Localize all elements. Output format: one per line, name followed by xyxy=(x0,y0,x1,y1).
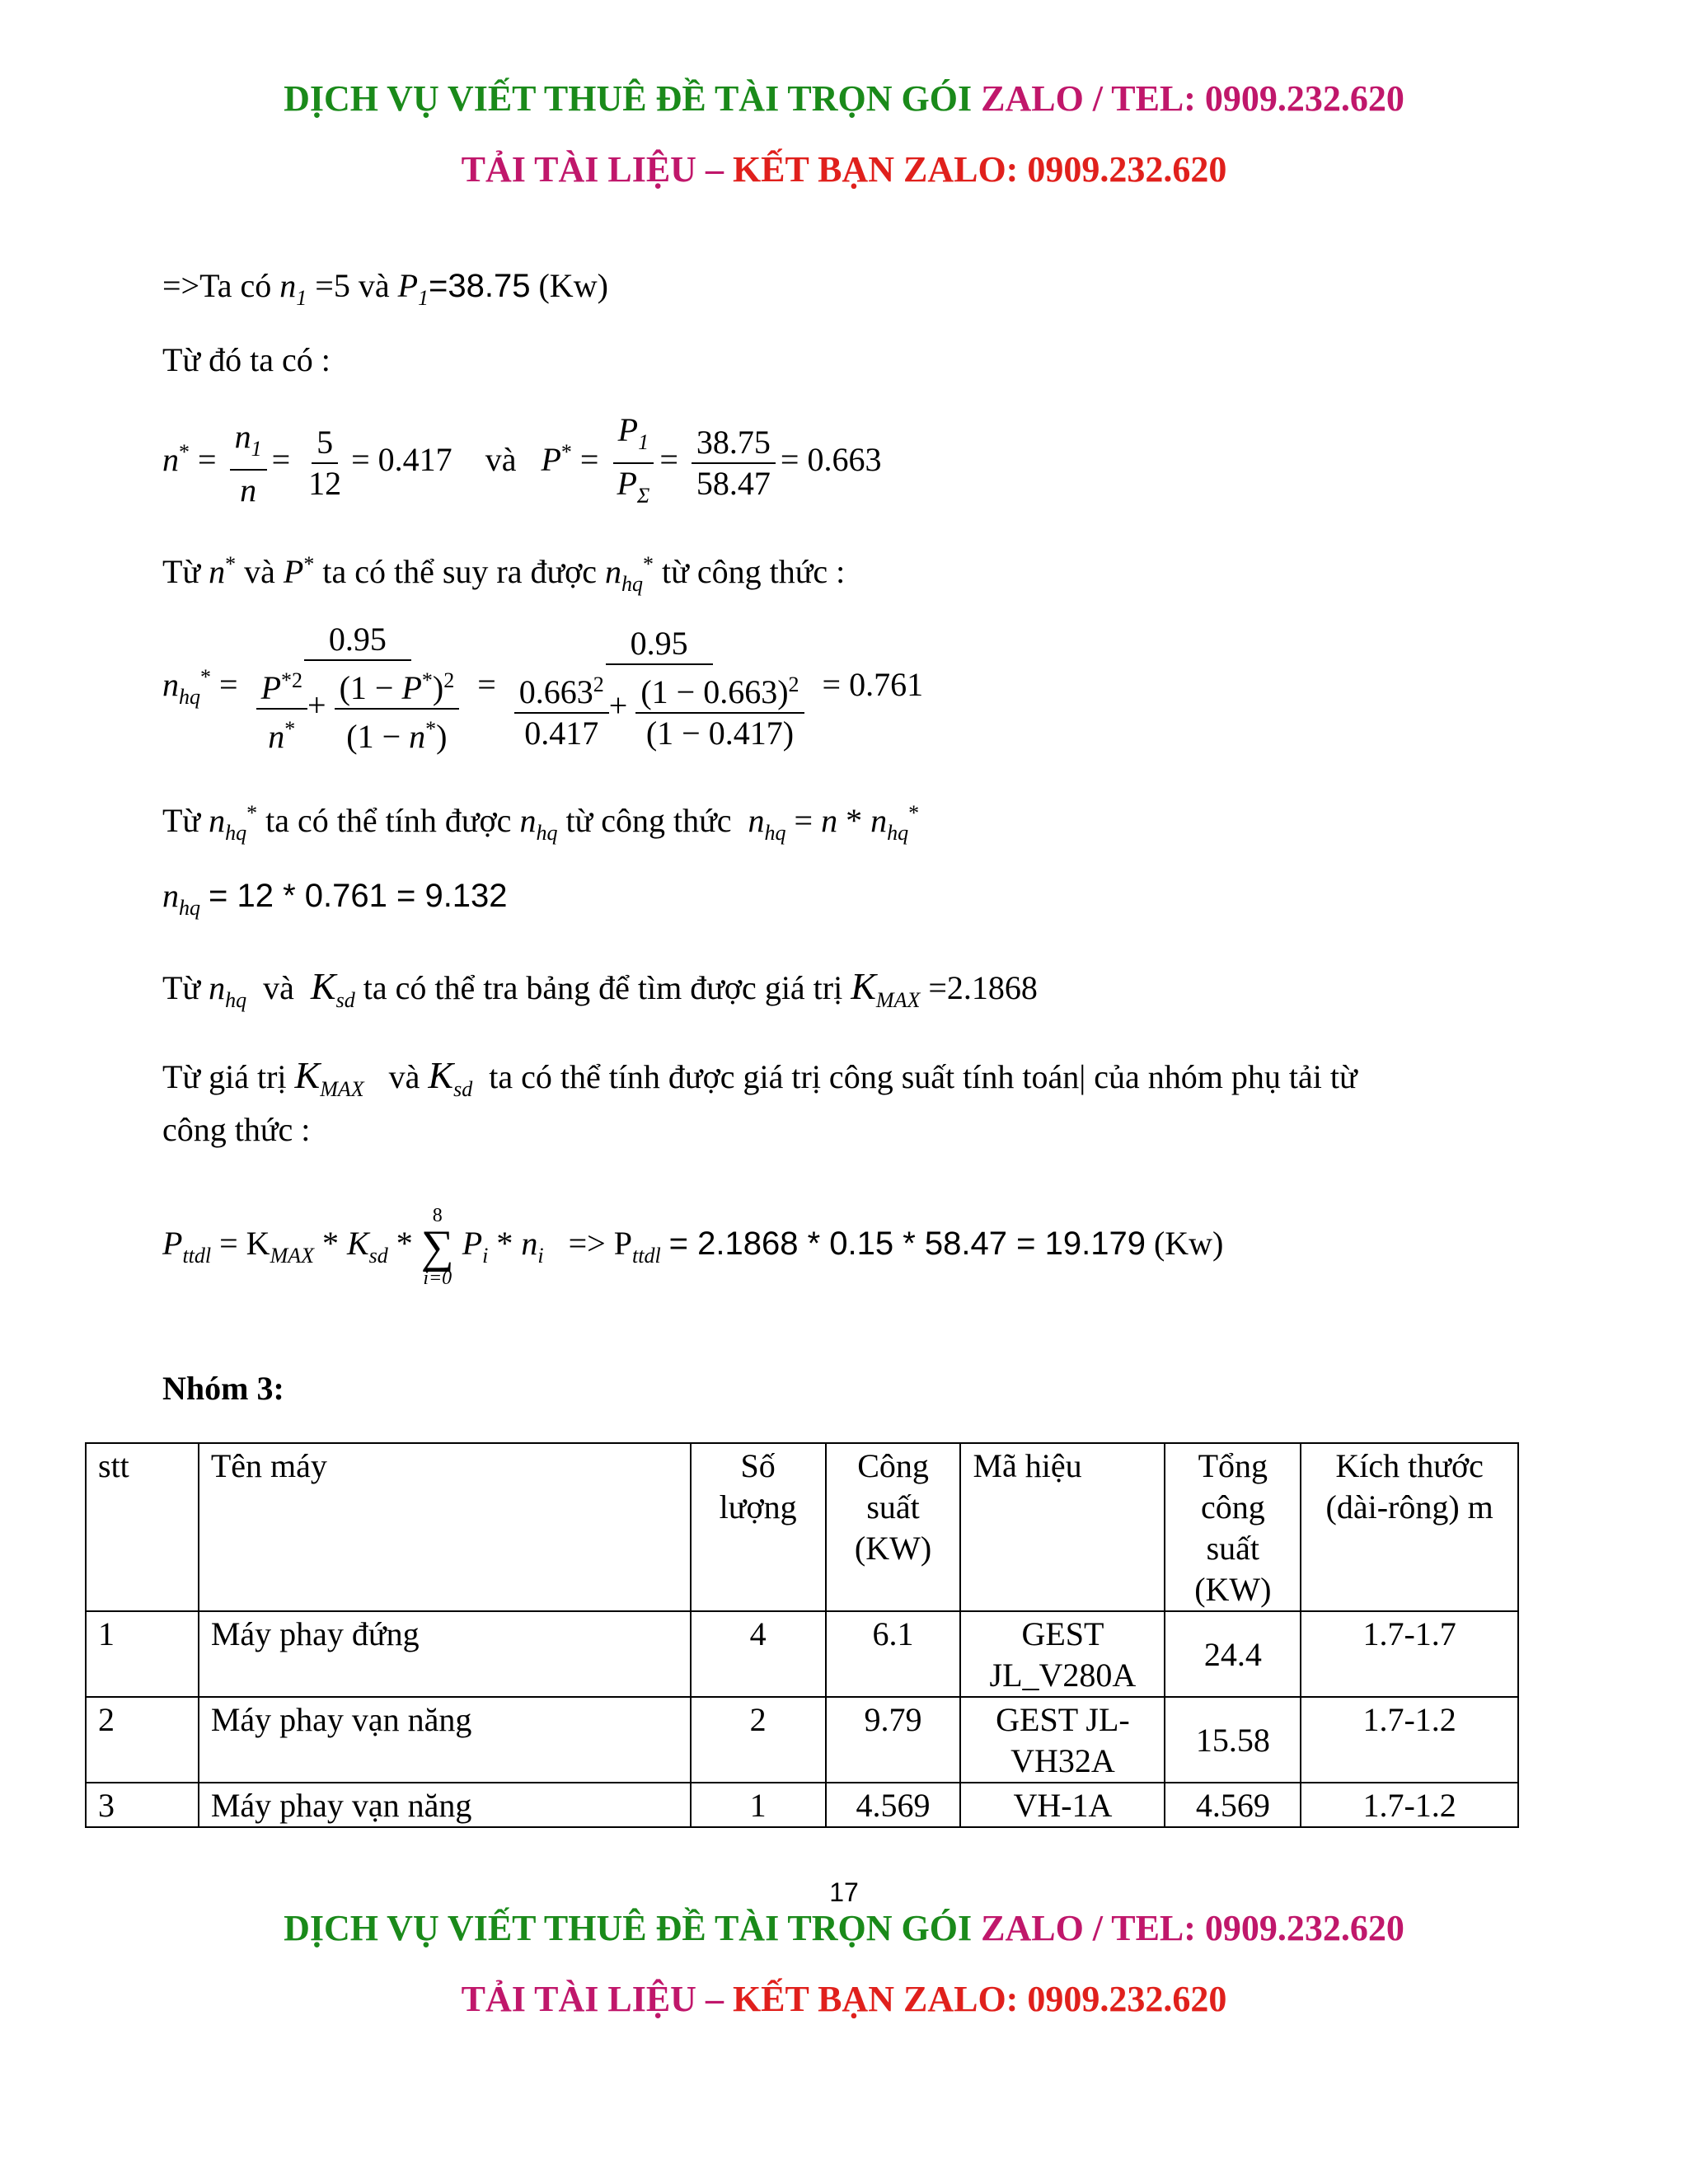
table-row xyxy=(86,1697,1518,1783)
page-number: 17 xyxy=(829,1877,859,1907)
table-cell: 1.7-1.2 xyxy=(1301,1697,1518,1783)
header-ten-may: Tên máy xyxy=(199,1443,691,1611)
header-banner-line1 xyxy=(0,76,1688,122)
line-from-n-p: Từ n* và P* ta có thể suy ra được $n_{hq}^*$ từ công thức : xyxy=(162,552,846,596)
table-cell: VH-1A xyxy=(960,1783,1165,1827)
header-ma-hieu: Mã hiệu xyxy=(960,1443,1165,1611)
line-n1-p1: =>Ta có $n_1 =5$ và $P_1=38.75$ (Kw) xyxy=(162,267,608,310)
footer-contact-text: ZALO / TEL: 0909.232.620 xyxy=(981,1908,1404,1948)
table-cell: 1 xyxy=(86,1611,199,1697)
equation-nhq-value: $n_{hq} = 12 * 0.761 = 9.132$ xyxy=(162,877,508,920)
footer-zalo-text: KẾT BẠN ZALO: 0909.232.620 xyxy=(732,1979,1227,2019)
table-cell: Máy phay đứng xyxy=(199,1611,691,1697)
header-download-text: TẢI TÀI LIỆU – xyxy=(461,149,724,190)
table-row xyxy=(86,1783,1518,1827)
line-kmax-lookup: Từ $n_{hq}$ và $K_{sd}$ ta có thể tra bảng để tìm được giá trị $K_{MAX} =2.1868$ xyxy=(162,965,1038,1012)
header-banner-line2 xyxy=(0,147,1688,193)
table-cell: GEST JL_V280A xyxy=(960,1611,1165,1697)
header-tong-cong-suat: Tổng công suất (KW) xyxy=(1165,1443,1301,1611)
footer-service-text: DỊCH VỤ VIẾT THUÊ ĐỀ TÀI TRỌN GÓI xyxy=(284,1908,973,1948)
footer-banner-line1 xyxy=(0,1905,1688,1952)
line-from-kmax-ksd: Từ giá trị $K_{MAX}$ và $K_{sd}$ ta có thể tính được giá trị công suất tính toán| của nhóm phụ tải từ xyxy=(162,1054,1357,1101)
table-header-row xyxy=(86,1443,1518,1611)
equation-nhq-star: $n_{hq}^*$ = 0.95 $\frac{P^{*2}}{n^*}$ + $\frac{(1 - P^*)^2}{(1 - n^*)}$ = 0.95 $\frac{0.663^2}{0.417}$ + $\frac{(1 - 0.663)^2}{(1 - 0.417)}$ = 0.761 xyxy=(162,621,924,755)
equation-pttdl: $P_{ttdl} = K_{MAX} * K_{sd}$ * 8 ∑ i=0 $P_i * n_i$ => $P_{ttdl} = 2.1868 * 0.15 * 58.47 = 19.179$ (Kw) xyxy=(162,1205,1224,1289)
table-cell: 1.7-1.7 xyxy=(1301,1611,1518,1697)
table-cell: 4.569 xyxy=(1165,1783,1301,1827)
table-cell: Máy phay vạn năng xyxy=(199,1783,691,1827)
header-kich-thuoc: Kích thước (dài-rông) m xyxy=(1301,1443,1518,1611)
table-cell: Máy phay vạn năng xyxy=(199,1697,691,1783)
table-cell: 1 xyxy=(691,1783,826,1827)
footer-download-text: TẢI TÀI LIỆU – xyxy=(461,1979,724,2019)
table-cell: 4 xyxy=(691,1611,826,1697)
table-cell: 9.79 xyxy=(826,1697,961,1783)
equipment-table xyxy=(85,1442,1519,1828)
footer-banner-line2 xyxy=(0,1976,1688,2022)
table-row xyxy=(86,1611,1518,1697)
header-zalo-text: KẾT BẠN ZALO: 0909.232.620 xyxy=(732,149,1227,190)
header-contact-text: ZALO / TEL: 0909.232.620 xyxy=(981,78,1404,119)
table-cell: 1.7-1.2 xyxy=(1301,1783,1518,1827)
table-cell: 2 xyxy=(86,1697,199,1783)
header-service-text: DỊCH VỤ VIẾT THUÊ ĐỀ TÀI TRỌN GÓI xyxy=(284,78,973,119)
group-heading: Nhóm 3: xyxy=(162,1370,284,1407)
header-stt: stt xyxy=(86,1443,199,1611)
line-from-that: Từ đó ta có : xyxy=(162,341,331,378)
table-cell: 2 xyxy=(691,1697,826,1783)
header-so-luong: Số lượng xyxy=(691,1443,826,1611)
table-cell: 3 xyxy=(86,1783,199,1827)
table-cell: 15.58 xyxy=(1165,1697,1301,1783)
table-cell: 4.569 xyxy=(826,1783,961,1827)
equation-n-star-p-star: n* = $\frac{n_1}{n}$ = $\frac{5}{12}$ = 0.417 và P* = $\frac{P_1}{P_\Sigma}$ = $\frac{38.75}{58.47}$ = 0.663 xyxy=(162,411,882,509)
table-cell: GEST JL-VH32A xyxy=(960,1697,1165,1783)
table-cell: 24.4 xyxy=(1165,1611,1301,1697)
header-cong-suat: Công suất (KW) xyxy=(826,1443,961,1611)
line-formula-label: công thức : xyxy=(162,1111,311,1148)
table-cell: 6.1 xyxy=(826,1611,961,1697)
line-from-nhq-star: Từ $n_{hq}^*$ ta có thể tính được $n_{hq}$ từ công thức $n_{hq} = n * n_{hq}^*$ xyxy=(162,801,920,845)
